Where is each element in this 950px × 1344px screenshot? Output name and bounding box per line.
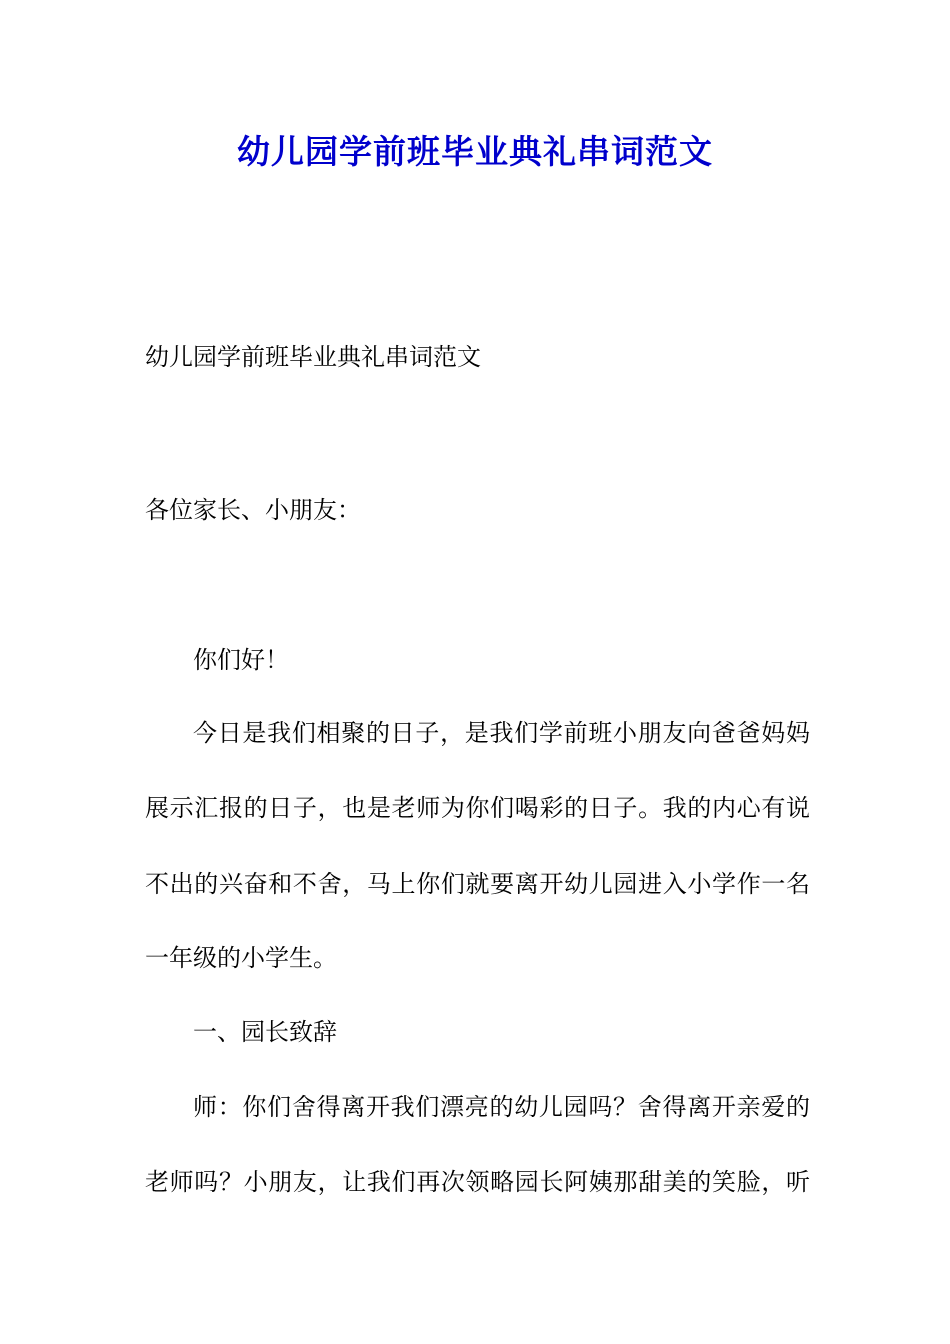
paragraph-greeting: 你们好！ [193,646,289,674]
salutation: 各位家长、小朋友： [145,496,361,524]
paragraph-line: 今日是我们相聚的日子，是我们学前班小朋友向爸爸妈妈 [193,719,810,747]
paragraph-line: 展示汇报的日子，也是老师为你们喝彩的日子。我的内心有说 [145,794,810,822]
paragraph-line: 不出的兴奋和不舍，马上你们就要离开幼儿园进入小学作一名 [145,870,810,898]
paragraph-line: 一年级的小学生。 [145,944,337,972]
document-subtitle: 幼儿园学前班毕业典礼串词范文 [145,343,481,371]
document-title: 幼儿园学前班毕业典礼串词范文 [237,132,713,171]
paragraph-line: 老师吗？小朋友，让我们再次领略园长阿姨那甜美的笑脸，听 [145,1168,810,1196]
section-heading: 一、园长致辞 [193,1018,337,1046]
paragraph-line: 师：你们舍得离开我们漂亮的幼儿园吗？舍得离开亲爱的 [193,1093,810,1121]
